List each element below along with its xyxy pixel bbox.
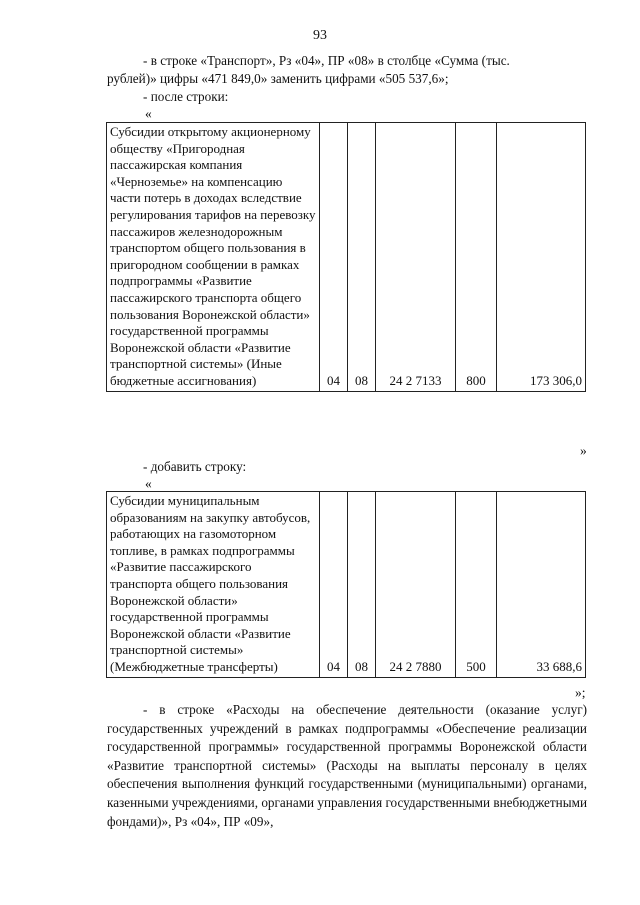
row-description: Субсидии муниципальным образованиям на закупку автобусов, работающих на газомоторном топливе, в рамках подпрограммы «Развитие пассажирского транспорта общего пользования Воронежской области» государственной программы Воронежской области «Развитие транспортной системы» (Межбюджетные трансферты) bbox=[107, 492, 320, 678]
row-vr: 500 bbox=[456, 492, 497, 678]
final-paragraph-text: - в строке «Расходы на обеспечение деятельности (оказание услуг) государственных учреждений в рамках подпрограммы «Обеспечение реализации государственной программы» государственной программы Воронежской области «Развитие транспортной системы» (Расходы на выплаты персоналу в целях обеспечения выполнения функций государственными (муниципальными) органами, казенными учреждениями, органами управления государственными внебюджетными фондами)», Рз «04», ПР «09», bbox=[107, 702, 587, 829]
row-rz: 04 bbox=[320, 123, 348, 392]
final-paragraph bbox=[107, 701, 587, 831]
row-csr: 24 2 7880 bbox=[376, 492, 456, 678]
row-description: Субсидии открытому акционерному обществу «Пригородная пассажирская компания «Черноземье» на компенсацию части потерь в доходах вследствие регулирования тарифов на перевозку пассажиров железнодорожным транспортом общего пользования в пригородном сообщении в рамках подпрограммы «Развитие пассажирского транспорта общего пользования Воронежской области» государственной программы Воронежской области «Развитие транспортной системы» (Иные бюджетные ассигнования) bbox=[107, 123, 320, 392]
intro-line-2: рублей)» цифры «471 849,0» заменить цифрами «505 537,6»; bbox=[107, 71, 449, 86]
table-row bbox=[107, 492, 586, 678]
open-quote-2: « bbox=[145, 476, 152, 491]
row-sum: 173 306,0 bbox=[497, 123, 586, 392]
after-row-label: - после строки: bbox=[143, 89, 229, 104]
row-pr: 08 bbox=[348, 123, 376, 392]
open-quote-1: « bbox=[145, 106, 152, 121]
close-quote-2: »; bbox=[575, 685, 586, 700]
page-number: 93 bbox=[313, 28, 327, 43]
row-rz: 04 bbox=[320, 492, 348, 678]
budget-table-2 bbox=[106, 491, 586, 678]
row-pr: 08 bbox=[348, 492, 376, 678]
add-row-label: - добавить строку: bbox=[143, 459, 247, 474]
row-csr: 24 2 7133 bbox=[376, 123, 456, 392]
close-quote-1: » bbox=[580, 443, 587, 458]
row-sum: 33 688,6 bbox=[497, 492, 586, 678]
table-row bbox=[107, 123, 586, 392]
row-vr: 800 bbox=[456, 123, 497, 392]
intro-line-1: - в строке «Транспорт», Рз «04», ПР «08» в столбце «Сумма (тыс. bbox=[143, 53, 510, 68]
budget-table-1 bbox=[106, 122, 586, 392]
